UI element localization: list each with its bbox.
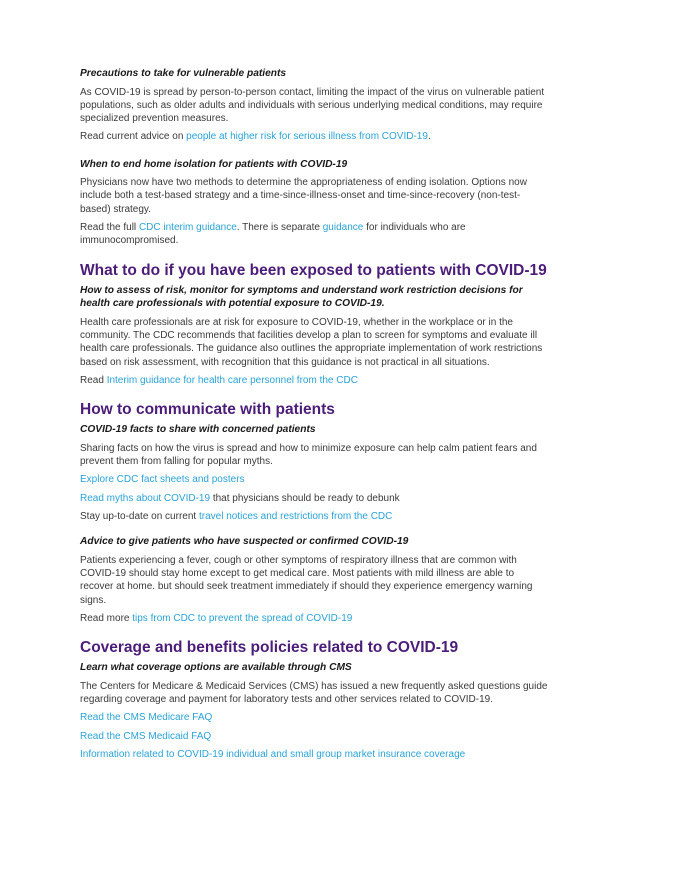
health-care-personnel-link[interactable]: Interim guidance for health care personnel from the CDC bbox=[106, 374, 358, 386]
advice-read bbox=[80, 612, 550, 625]
isolation-heading: When to end home isolation for patients with COVID-19 bbox=[80, 158, 348, 170]
medicaid-faq-link[interactable]: Read the CMS Medicaid FAQ bbox=[80, 730, 212, 742]
communicate-heading: COVID-19 facts to share with concerned patients bbox=[80, 424, 316, 436]
isolation-read-suffix: for individuals who are immunocompromised. bbox=[80, 222, 466, 247]
exposed-read bbox=[80, 374, 550, 387]
vulnerable-heading: Precautions to take for vulnerable patients bbox=[80, 68, 287, 79]
coverage-body: The Centers for Medicare & Medicaid Services (CMS) has issued a new frequently asked questions guide regarding coverage and payment for laboratory tests and other services related to COVID-19. bbox=[80, 680, 548, 705]
isolation-read-middle: . There is separate bbox=[236, 222, 323, 234]
isolation-read bbox=[80, 221, 550, 248]
document-content bbox=[80, 67, 550, 766]
advice-heading: Advice to give patients who have suspected or confirmed COVID-19 bbox=[80, 536, 409, 548]
medicare-line bbox=[80, 711, 550, 724]
myths-link[interactable]: Read myths about COVID-19 bbox=[80, 492, 211, 504]
cdc-interim-guidance-link[interactable]: CDC interim guidance bbox=[138, 222, 237, 234]
advice-read-prefix: Read more bbox=[80, 612, 133, 624]
medicaid-line bbox=[80, 730, 550, 743]
market-line bbox=[80, 748, 550, 761]
immunocompromised-guidance-link[interactable]: guidance bbox=[322, 222, 364, 234]
isolation-body: Physicians now have two methods to determine the appropriateness of ending isolation. Options now include both a test-based strategy and a time-since-illness-onset and time-since-recovery (non-test-based) strategy. bbox=[80, 177, 527, 215]
communicate-body: Sharing facts on how the virus is spread and how to minimize exposure can help calm patient fears and prevent them from falling for popular myths. bbox=[80, 442, 537, 467]
vulnerable-read-suffix: . bbox=[427, 131, 431, 143]
travel-line bbox=[80, 510, 550, 523]
prevent-spread-link[interactable]: tips from CDC to prevent the spread of COVID-19 bbox=[132, 612, 353, 624]
higher-risk-link[interactable]: people at higher risk for serious illness from COVID-19 bbox=[186, 131, 428, 143]
market-coverage-link[interactable]: Information related to COVID-19 individual and small group market insurance coverage bbox=[80, 748, 466, 760]
myths-suffix: that physicians should be ready to debunk bbox=[210, 492, 400, 504]
isolation-read-prefix: Read the full bbox=[80, 222, 139, 234]
fact-sheets-line bbox=[80, 473, 550, 486]
coverage-heading: Learn what coverage options are available through CMS bbox=[80, 662, 352, 674]
vulnerable-read bbox=[80, 130, 550, 143]
coverage-title: Coverage and benefits policies related to COVID-19 bbox=[80, 639, 459, 657]
fact-sheets-link[interactable]: Explore CDC fact sheets and posters bbox=[80, 474, 245, 486]
exposed-read-prefix: Read bbox=[80, 374, 107, 386]
myths-line bbox=[80, 492, 550, 505]
travel-prefix: Stay up-to-date on current bbox=[80, 510, 199, 522]
advice-body: Patients experiencing a fever, cough or other symptoms of respiratory illness that are common with COVID-19 should stay home except to get medical care. Most patients with mild illness are able to recover at home. but should seek treatment immediately if should they experience emergency warning signs. bbox=[80, 554, 533, 606]
communicate-title: How to communicate with patients bbox=[80, 401, 335, 419]
vulnerable-read-prefix: Read current advice on bbox=[80, 131, 187, 143]
exposed-heading: How to assess of risk, monitor for symptoms and understand work restriction decisions for health care professionals with potential exposure to COVID-19. bbox=[80, 284, 523, 310]
travel-notices-link[interactable]: travel notices and restrictions from the CDC bbox=[198, 510, 393, 522]
medicare-faq-link[interactable]: Read the CMS Medicare FAQ bbox=[80, 712, 213, 724]
exposed-title: What to do if you have been exposed to patients with COVID-19 bbox=[80, 261, 547, 279]
vulnerable-body: As COVID-19 is spread by person-to-person contact, limiting the impact of the virus on vulnerable patient populations, such as older adults and individuals with serious underlying medical conditions, may require specialized prevention measures. bbox=[80, 86, 545, 125]
exposed-body: Health care professionals are at risk for exposure to COVID-19, whether in the workplace or in the community. The CDC recommends that facilities develop a plan to screen for symptoms and evaluate ill health care professionals. The guidance also outlines the appropriate implementation of work restrictions based on risk assessment, with recognition that this guidance is not practical in all situations. bbox=[80, 316, 543, 368]
